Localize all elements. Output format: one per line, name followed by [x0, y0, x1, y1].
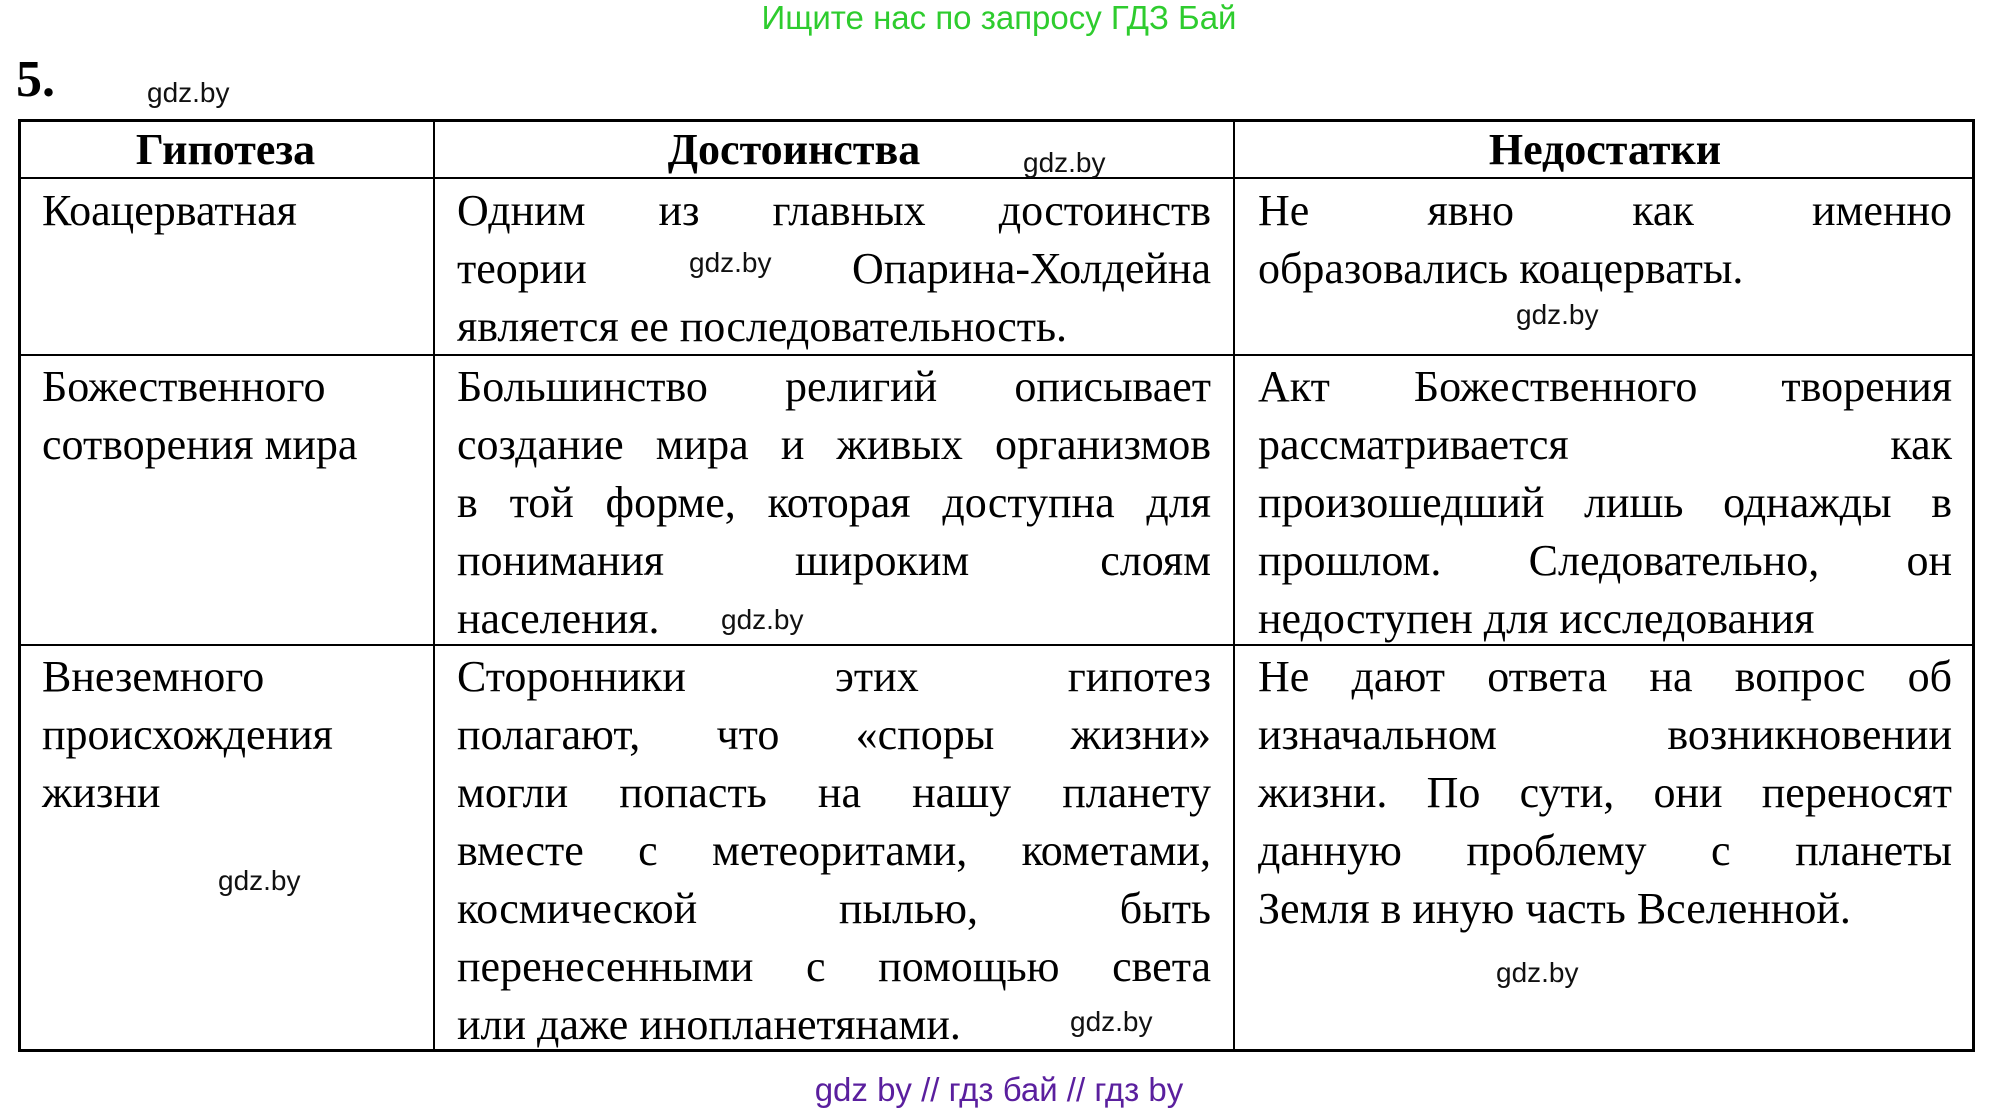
watermark: gdz.by	[218, 865, 301, 896]
watermark: gdz.by	[147, 77, 230, 108]
cell-text-line	[457, 240, 1211, 298]
cell-text-line: Большинство религий описывает	[457, 362, 1211, 411]
column-divider	[433, 119, 435, 1052]
cell-text-line: данную проблему с планеты	[1258, 826, 1952, 875]
cell-cons	[1258, 358, 1952, 648]
watermark: gdz.by	[689, 247, 772, 278]
cell-text-line: жизни. По сути, они переносят	[1258, 768, 1952, 817]
cell-text-line: является ее последовательность.	[457, 302, 1068, 351]
cell-text-line: Опарина-Холдейна	[851, 244, 1211, 293]
watermark: gdz.by	[1023, 147, 1106, 178]
header-pros: Достоинства	[667, 125, 921, 174]
search-banner: Ищите нас по запросу ГДЗ Бай	[761, 0, 1237, 36]
cell-hypothesis	[42, 182, 412, 240]
cell-text-line: или даже инопланетянами.	[457, 1000, 961, 1049]
cell-text-line: Не явно как именно	[1258, 186, 1952, 235]
cell-text-line: Не дают ответа на вопрос об	[1258, 652, 1952, 701]
cell-text-line: Одним из главных достоинств	[457, 186, 1211, 235]
cell-text-line: населения.	[457, 594, 660, 643]
header-hypothesis: Гипотеза	[135, 125, 316, 174]
cell-text-line: полагают, что «споры жизни»	[457, 710, 1211, 759]
cell-text-line: космической пылью, быть	[457, 884, 1211, 933]
cell-text-line: прошлом. Следовательно, он	[1258, 536, 1952, 585]
column-divider	[1233, 119, 1235, 1052]
cell-text-line: изначальном возникновении	[1258, 710, 1952, 759]
cell-pros	[457, 358, 1211, 648]
watermark: gdz.by	[1516, 299, 1599, 330]
cell-text-line: Коацерватная	[42, 186, 297, 235]
cell-text-line: перенесенными с помощью света	[457, 942, 1211, 991]
watermark: gdz.by	[721, 604, 804, 635]
cell-cons	[1258, 648, 1952, 938]
cell-text-line: могли попасть на нашу планету	[457, 768, 1211, 817]
task-number: 5.	[16, 51, 55, 108]
cell-text-line: произошедший лишь однажды в	[1258, 478, 1952, 527]
cell-text-line: Божественного	[42, 362, 326, 411]
cell-hypothesis	[42, 358, 412, 474]
header-cons: Недостатки	[1488, 125, 1722, 174]
cell-cons	[1258, 182, 1952, 298]
cell-text-line: вместе с метеоритами, кометами,	[457, 826, 1211, 875]
cell-text-line: Земля в иную часть Вселенной.	[1258, 884, 1851, 933]
cell-text-line: образовались коацерваты.	[1258, 244, 1744, 293]
cell-text-line: теории	[457, 244, 587, 293]
cell-text-line: жизни	[42, 768, 161, 817]
cell-text-line: создание мира и живых организмов	[457, 420, 1211, 469]
cell-text-line: Сторонники этих гипотез	[457, 652, 1211, 701]
watermark: gdz.by	[1070, 1006, 1153, 1037]
cell-pros	[457, 182, 1211, 356]
watermark: gdz.by	[1496, 957, 1579, 988]
cell-pros	[457, 648, 1211, 1054]
footer-links: gdz by // гдз бай // гдз by	[814, 1071, 1184, 1108]
cell-text-line: Внеземного	[42, 652, 265, 701]
cell-text-line: происхождения	[42, 710, 333, 759]
header-divider	[18, 177, 1975, 179]
cell-text-line: в той форме, которая доступна для	[457, 478, 1211, 527]
cell-text-line: Акт Божественного творения	[1258, 362, 1952, 411]
cell-text-line: понимания широким слоям	[457, 536, 1211, 585]
cell-hypothesis	[42, 648, 412, 822]
cell-text-line: рассматривается как	[1258, 420, 1952, 469]
cell-text-line: недоступен для исследования	[1258, 594, 1815, 643]
cell-text-line: сотворения мира	[42, 420, 358, 469]
